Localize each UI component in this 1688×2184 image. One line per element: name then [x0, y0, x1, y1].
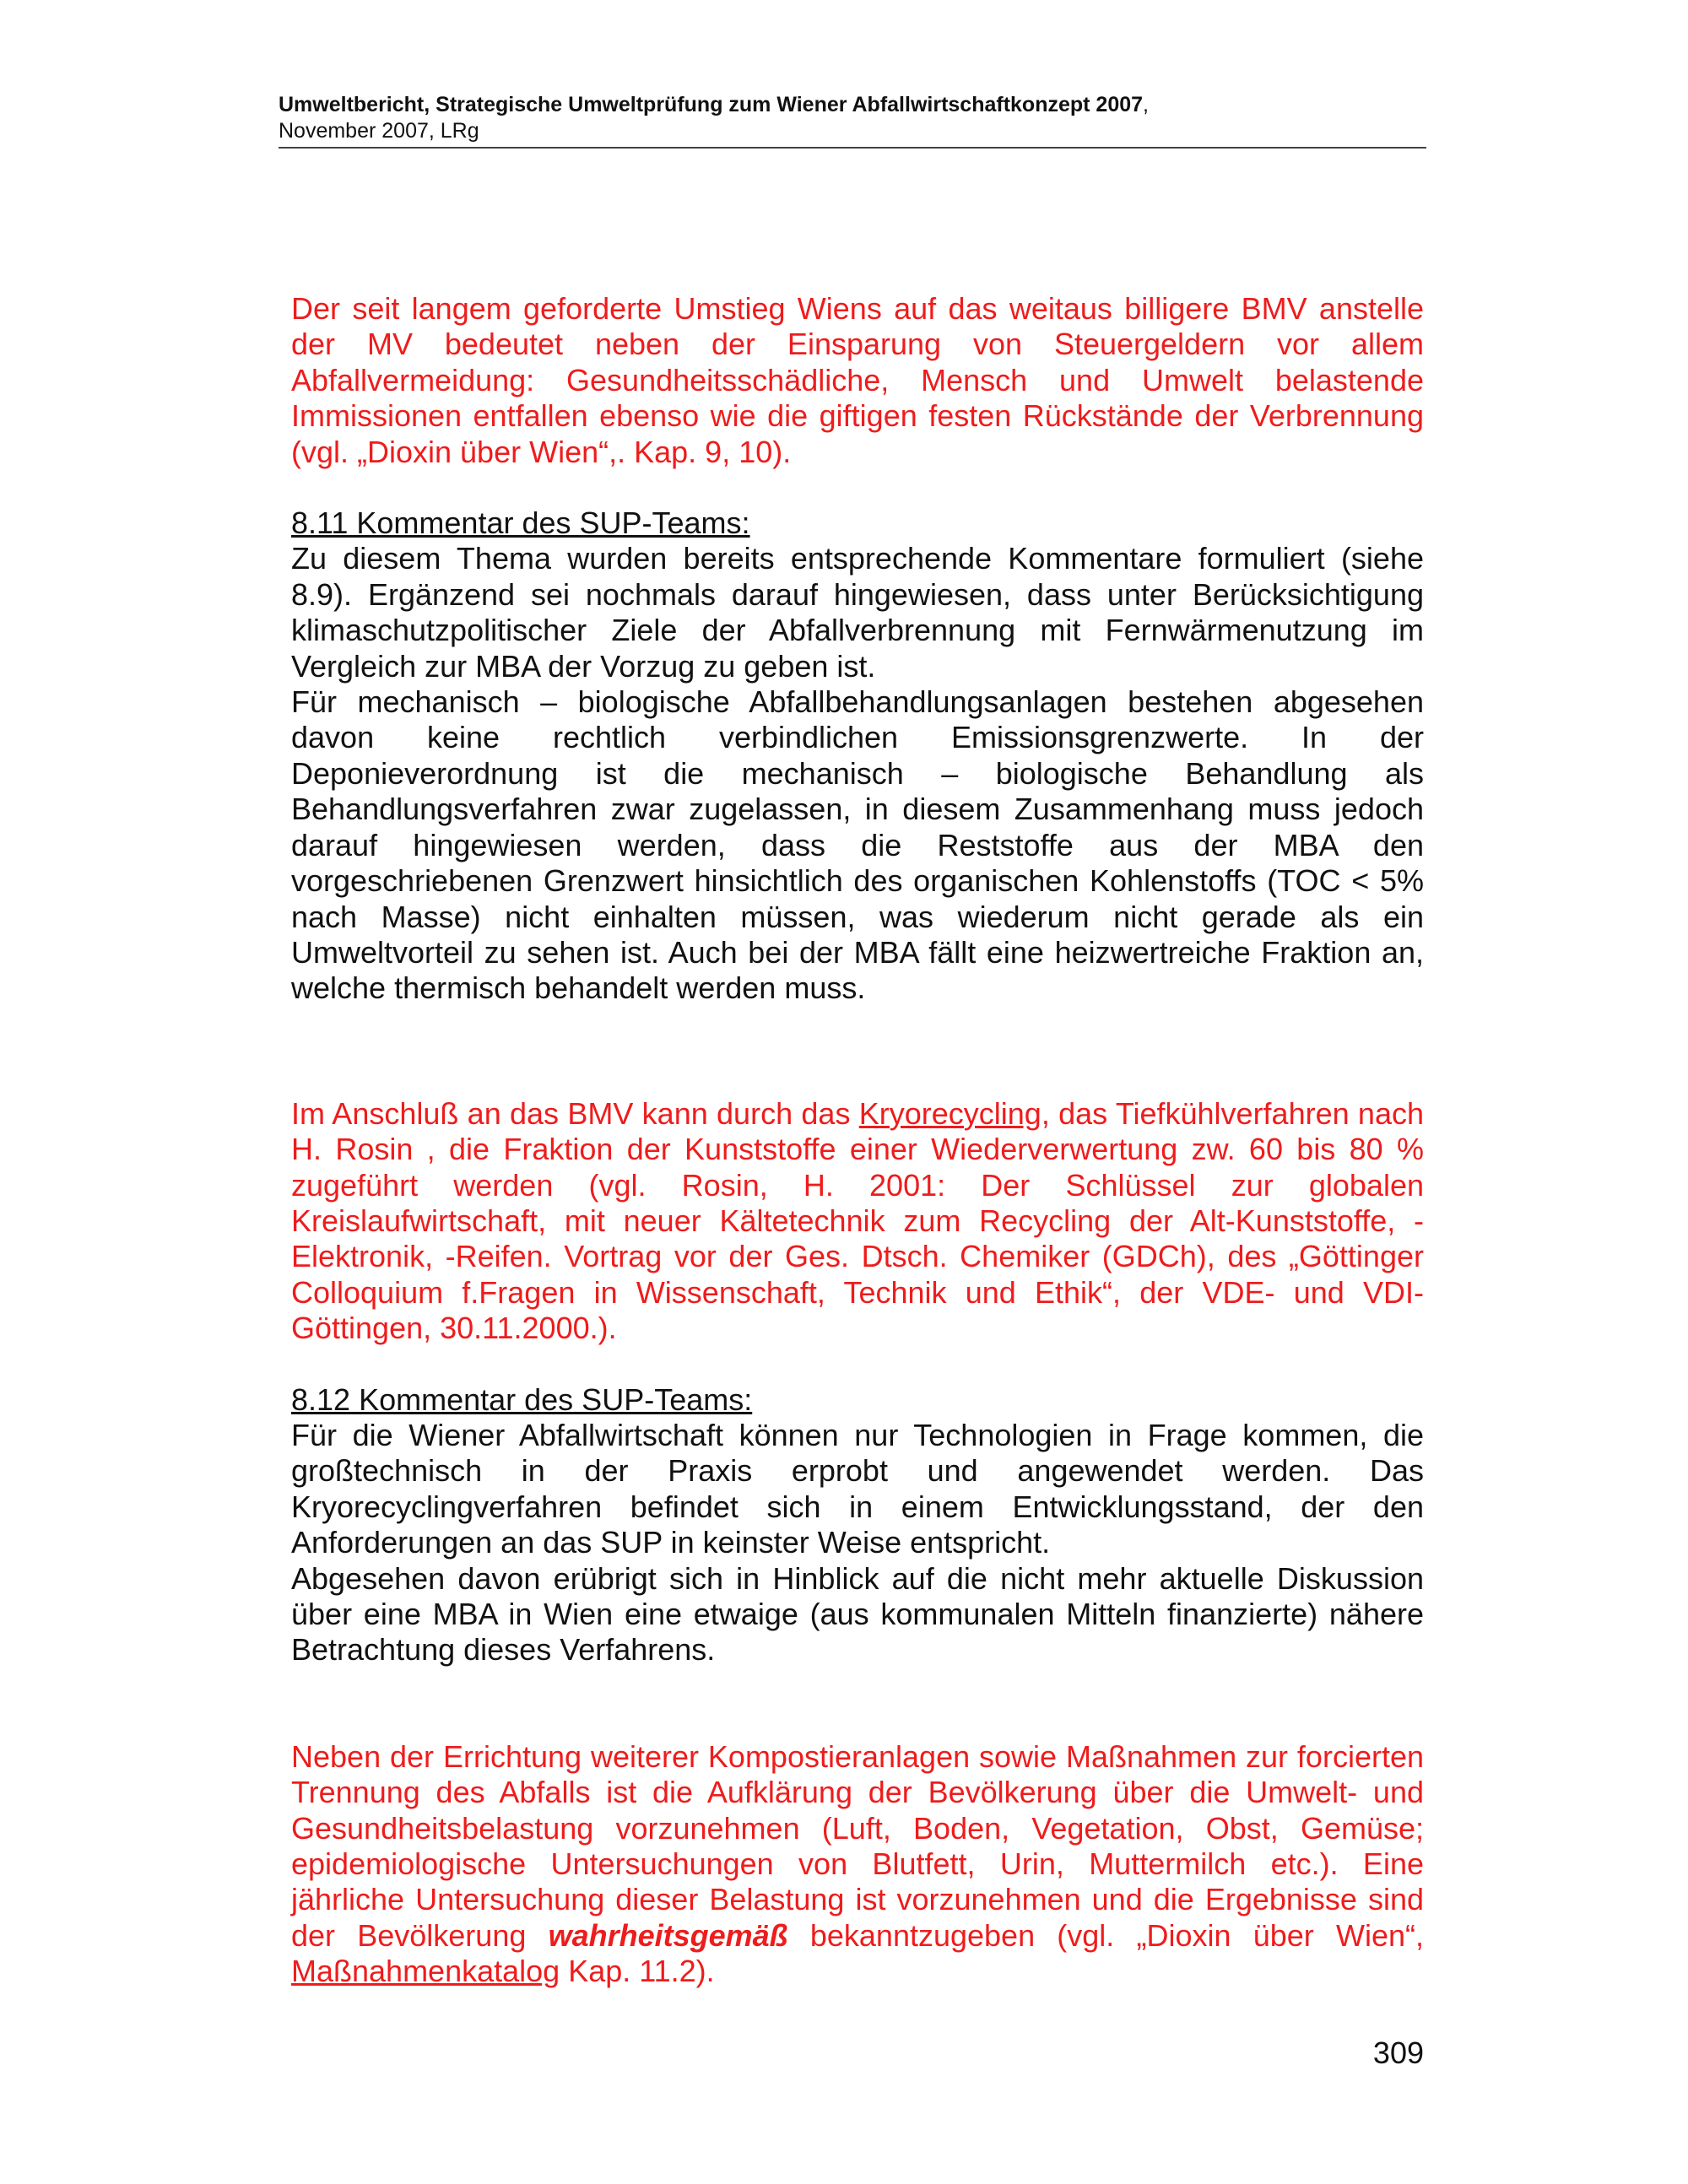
wahrheitsgemaess-emphasis: wahrheitsgemäß	[548, 1917, 788, 1953]
comment-8-12-paragraph-2: Abgesehen davon erübrigt sich in Hinblick auf die nicht mehr aktuelle Diskussion über eine MBA in Wien eine etwaige (aus kommunalen Mitteln finanzierte) nähere Betrachtung dieses Verfahrens.	[291, 1560, 1424, 1668]
kryo-text-before: Im Anschluß an das BMV kann durch das	[291, 1095, 859, 1131]
red-paragraph-bmv: Der seit langem geforderte Umstieg Wiens auf das weitaus billigere BMV anstelle der MV bedeutet neben der Einsparung von Steuergeldern vor allem Abfallvermeidung: Gesundheitsschädliche, Mensch und Umwelt belastende Immissionen entfallen ebenso wie die giftigen festen Rückstände der Verbrennung (vgl. „Dioxin über Wien“,. Kap. 9, 10).	[291, 291, 1424, 469]
kompost-text-after: Kap. 11.2).	[560, 1954, 715, 1989]
page-header	[279, 91, 1426, 149]
comment-8-11-paragraph-1: Zu diesem Thema wurden bereits entsprechende Kommentare formuliert (siehe 8.9). Ergänzend sei nochmals darauf hingewiesen, dass unter Berücksichtigung klimaschutzpolitischer Ziele der Abfallverbrennung mit Fernwärmenutzung im Vergleich zur MBA der Vorzug zu geben ist.	[291, 541, 1424, 684]
comment-8-11-heading	[291, 505, 1424, 541]
header-subtitle: November 2007, LRg	[279, 119, 479, 143]
kompost-text-before: Neben der Errichtung weiterer Kompostieranlagen sowie Maßnahmen zur forcierten Trennung des Abfalls ist die Aufklärung der Bevölkerung über die Umwelt- und Gesundheitsbelastung vorzunehmen (Luft, Boden, Vegetation, Obst, Gemüse; epidemiologische Untersuchungen von Blutfett, Urin, Muttermilch etc.). Eine jährliche Untersuchung dieser Belastung ist vorzunehmen und die Ergebnisse sind der Bevölkerung	[291, 1738, 1424, 1953]
kryo-text-after: , das Tiefkühlverfahren nach H. Rosin , die Fraktion der Kunststoffe einer Wiederverwertung zw. 60 bis 80 % zugeführt werden (vgl. Rosin, H. 2001: Der Schlüssel zur globalen Kreislaufwirtschaft, mit neuer Kältetechnik zum Recycling der Alt-Kunststoffe, -Elektronik, -Reifen. Vortrag vor der Ges. Dtsch. Chemiker (GDCh), des „Göttinger Colloquium f.Fragen in Wissenschaft, Technik und Ethik“, der VDE- und VDI-Göttingen, 30.11.2000.).	[291, 1095, 1424, 1346]
red-paragraph-kryorecycling	[291, 1096, 1424, 1347]
header-title	[279, 91, 1426, 118]
massnahmenkatalog-link[interactable]: Maßnahmenkatalog	[291, 1954, 560, 1989]
header-title-text: Umweltbericht, Strategische Umweltprüfung zum Wiener Abfallwirtschaftkonzept 2007	[279, 93, 1144, 116]
comment-8-12-heading	[291, 1382, 1424, 1418]
document-body	[291, 291, 1424, 1990]
comment-8-12-title: 8.12 Kommentar des SUP-Teams:	[291, 1381, 753, 1417]
comment-8-11-paragraph-2: Für mechanisch – biologische Abfallbehandlungsanlagen bestehen abgesehen davon keine rechtlich verbindlichen Emissionsgrenzwerte. In der Deponieverordnung ist die mechanisch – biologische Behandlung als Behandlungsverfahren zwar zugelassen, in diesem Zusammenhang muss jedoch darauf hingewiesen werden, dass die Reststoffe aus der MBA den vorgeschriebenen Grenzwert hinsichtlich des organischen Kohlenstoffs (TOC < 5% nach Masse) nicht einhalten müssen, was wiederum nicht gerade als ein Umweltvorteil zu sehen ist. Auch bei der MBA fällt eine heizwertreiche Fraktion an, welche thermisch behandelt werden muss.	[291, 684, 1424, 1006]
comment-8-12-paragraph-1: Für die Wiener Abfallwirtschaft können nur Technologien in Frage kommen, die großtechnisch in der Praxis erprobt und angewendet werden. Das Kryorecyclingverfahren befindet sich in einem Entwicklungsstand, der den Anforderungen an das SUP in keinster Weise entspricht.	[291, 1417, 1424, 1560]
header-title-suffix: ,	[1143, 93, 1149, 116]
red-paragraph-kompostier	[291, 1739, 1424, 1990]
kompost-text-middle: bekanntzugeben (vgl. „Dioxin über Wien“,	[787, 1917, 1424, 1953]
comment-8-11-title: 8.11 Kommentar des SUP-Teams:	[291, 505, 750, 541]
page-number: 309	[1372, 2035, 1424, 2070]
kryorecycling-link[interactable]: Kryorecycling	[858, 1095, 1041, 1131]
